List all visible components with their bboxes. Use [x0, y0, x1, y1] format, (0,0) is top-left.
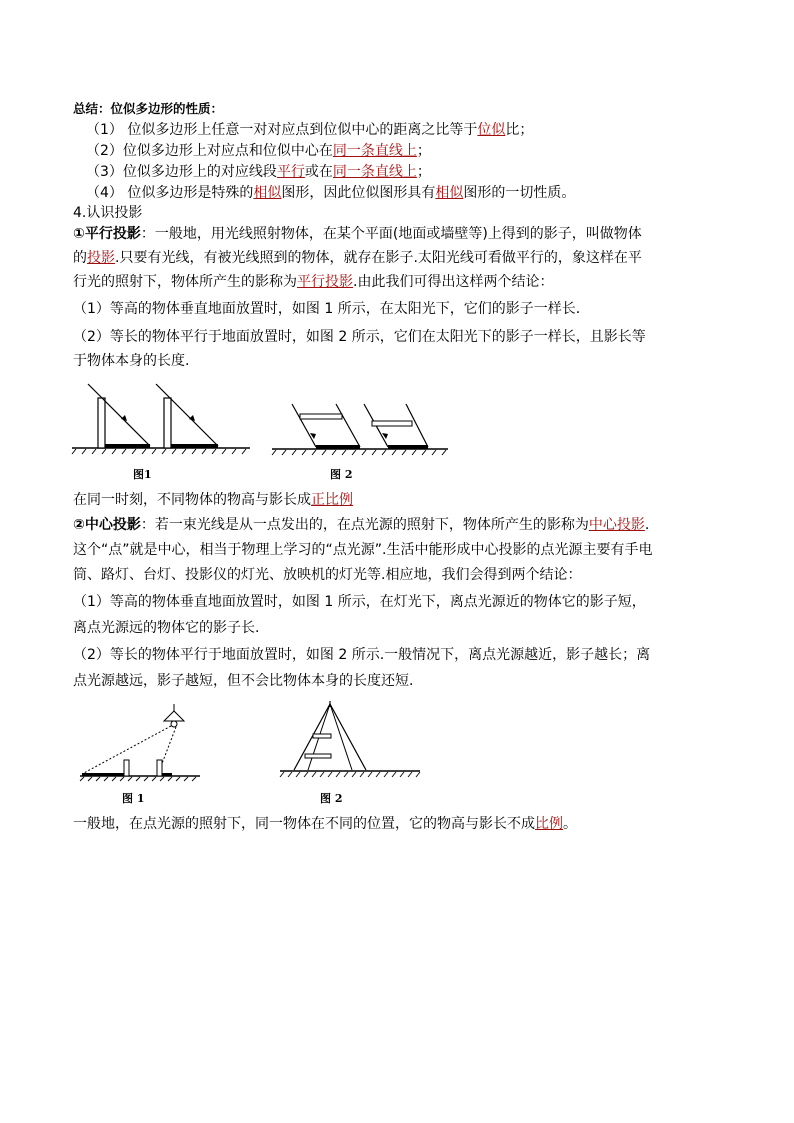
text-run: ；: [416, 164, 431, 180]
parallel-line-1: [73, 224, 642, 244]
text-run: 或在: [304, 164, 333, 180]
parallel-conclusion-1: （1）等高的物体垂直地面放置时，如图 1 所示，在太阳光下，它们的影子一样长.: [73, 301, 581, 317]
central-line-3: 筒、路灯、台灯、投影仪的灯光、放映机的灯光等.相应地，我们会得到两个结论：: [73, 567, 582, 583]
summary-title: 总结：位似多边形的性质：: [73, 101, 224, 116]
summary-item-4: [86, 183, 575, 203]
figure-caption: 图1: [133, 468, 152, 481]
central-conclusion-2b: 点光源越远，影子越短，但不会比物体本身的长度还短.: [73, 673, 414, 689]
underlined-term: 相似: [253, 185, 282, 201]
central-projection-figure-1: [80, 704, 210, 784]
text-run: 在同一时刻，不同物体的物高与影长成: [73, 492, 311, 508]
summary-item-1: [86, 120, 533, 140]
text-run: （3）位似多边形上的对应线段: [86, 164, 277, 180]
section-heading: 4.认识投影: [73, 205, 143, 221]
text-run: 的: [73, 250, 87, 266]
central-summary: [73, 814, 577, 834]
text-run: （1） 位似多边形上任意一对对应点到位似中心的距离之比等于: [86, 122, 478, 138]
central-line-1: [73, 515, 649, 535]
parallel-line-3: [73, 272, 553, 292]
figure-caption: 图 1: [122, 792, 145, 805]
central-conclusion-2a: （2）等长的物体平行于地面放置时，如图 2 所示.一般情况下，离点光源越近，影子越长；离: [73, 647, 651, 663]
parallel-projection-figure-1: [72, 382, 252, 462]
parallel-summary: [73, 490, 353, 510]
parallel-projection-label: ①平行投影: [73, 226, 141, 242]
underlined-term: 同一条直线上: [332, 143, 417, 159]
underlined-term: 投影: [87, 250, 115, 266]
text-run: 一般地，在点光源的照射下，同一物体在不同的位置，它的物高与影长不成: [73, 816, 535, 832]
parallel-projection-figure-2: [272, 402, 452, 462]
text-run: .: [644, 517, 650, 533]
text-run: ；: [416, 143, 431, 159]
text-run: 图形的一切性质。: [463, 185, 576, 201]
summary-item-3: [86, 162, 431, 182]
text-run: .只要有光线，有被光线照到的物体，就存在影子.太阳光线可看做平行的，象这样在平: [115, 250, 642, 266]
figure-caption: 图 2: [330, 468, 353, 481]
underlined-term: 比例: [535, 816, 563, 832]
text-run: 。: [563, 816, 577, 832]
central-projection-figure-2: [280, 698, 430, 778]
text-run: 比；: [505, 122, 534, 138]
underlined-term: 位似: [477, 122, 506, 138]
underlined-term: 平行投影: [297, 274, 353, 290]
central-projection-label: ②中心投影: [73, 517, 141, 533]
text-run: （4） 位似多边形是特殊的: [86, 185, 254, 201]
underlined-term: 中心投影: [588, 517, 645, 533]
parallel-conclusion-2a: （2）等长的物体平行于地面放置时，如图 2 所示，它们在太阳光下的影子一样长，且影长等: [73, 329, 646, 345]
underlined-term: 平行: [276, 164, 305, 180]
underlined-term: 同一条直线上: [332, 164, 417, 180]
text-run: .由此我们可得出这样两个结论：: [353, 274, 554, 290]
underlined-term: 正比例: [311, 492, 353, 508]
parallel-conclusion-2b: 于物体本身的长度.: [73, 353, 190, 369]
text-run: 行光的照射下，物体所产生的影称为: [73, 274, 297, 290]
summary-item-2: [86, 141, 431, 161]
central-line-2: 这个“点”就是中心，相当于物理上学习的“点光源”.生活中能形成中心投影的点光源主要有手电: [73, 542, 653, 558]
central-conclusion-1a: （1）等高的物体垂直地面放置时，如图 1 所示，在灯光下，离点光源近的物体它的影子短，: [73, 594, 646, 610]
text-run: 图形，因此位似图形具有: [281, 185, 436, 201]
underlined-term: 相似: [435, 185, 464, 201]
text-run: ：一般地，用光线照射物体，在某个平面(地面或墙壁等)上得到的影子，叫做物体: [140, 226, 642, 242]
central-conclusion-1b: 离点光源远的物体它的影子长.: [73, 620, 260, 636]
text-run: （2）位似多边形上对应点和位似中心在: [86, 143, 333, 159]
figure-caption: 图 2: [320, 792, 343, 805]
parallel-line-2: [73, 248, 642, 268]
text-run: ：若一束光线是从一点发出的，在点光源的照射下，物体所产生的影称为: [140, 517, 589, 533]
